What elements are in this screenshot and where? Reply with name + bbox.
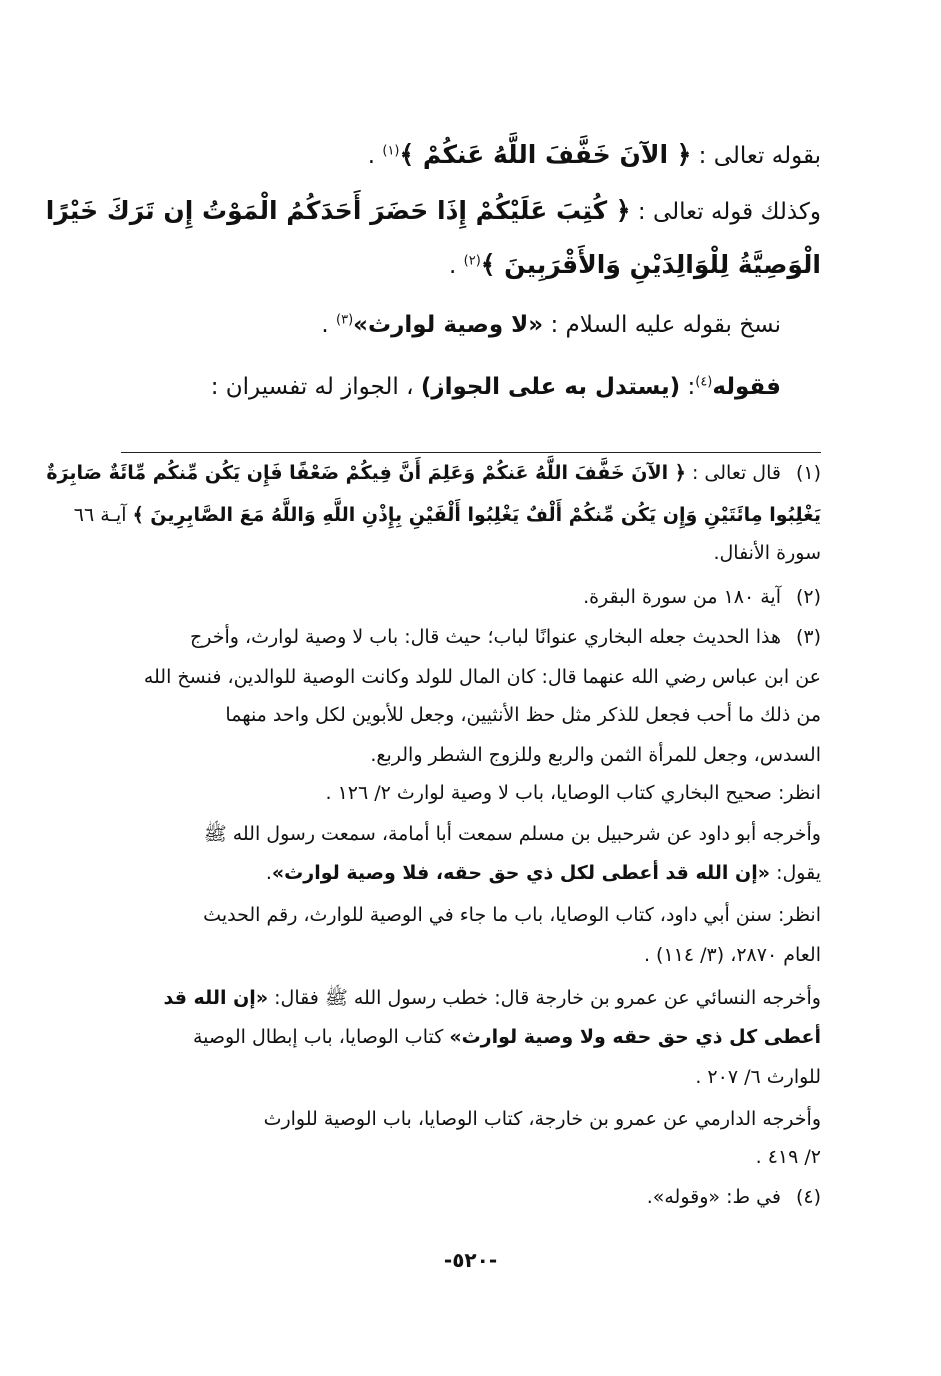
footnote-3-line-6: وأخرجه أبو داود عن شرحبيل بن مسلم سمعت أبا أمامة، سمعت رسول الله ﷺ — [203, 823, 821, 845]
main-line-2: وكذلك قوله تعالى : ﴿ كُتِبَ عَلَيْكُمْ إِذَا حَضَرَ أَحَدَكُمُ الْمَوْتُ إِن تَرَكَ خَيْرًا — [45, 196, 821, 225]
footnote-number-2: (٢) — [795, 586, 821, 608]
main-line-4: نسخ بقوله عليه السلام : «لا وصية لوارث»$^{(٣)}$ . — [321, 312, 781, 338]
footnote-3-line-14: ٢/ ٤١٩ . — [755, 1146, 821, 1168]
footnote-number-1: (١) — [795, 462, 821, 484]
footnote-3-line-12: للوارث ٦/ ٢٠٧ . — [695, 1066, 821, 1088]
quran-verse: ﴿ كُتِبَ عَلَيْكُمْ إِذَا حَضَرَ أَحَدَكُمُ الْمَوْتُ إِن تَرَكَ خَيْرًا — [45, 196, 631, 225]
hadith-text: «لا وصية لوارث» — [353, 312, 544, 338]
hadith-text: «إن الله قد — [163, 987, 269, 1009]
footnote-1-line-2: يَغْلِبُوا مِائَتَيْنِ وَإِن يَكُن مِّنكُمْ أَلْفٌ يَغْلِبُوا أَلْفَيْنِ بِإِذْنِ اللَّهِ وَاللَّهُ مَعَ الصَّابِرِينَ ﴾ آيـة ٦٦ — [73, 504, 821, 526]
main-line-3: الْوَصِيَّةُ لِلْوَالِدَيْنِ وَالأَقْرَبِينَ ﴾$^{(٢)}$ . — [449, 250, 821, 279]
hadith-text: «إن الله قد أعطى لكل ذي حق حقه، فلا وصية لوارث» — [271, 862, 771, 884]
footnote-3-line-8: انظر: سنن أبي داود، كتاب الوصايا، باب ما جاء في الوصية للوارث، رقم الحديث — [203, 904, 821, 926]
footnote-3-line-2: عن ابن عباس رضي الله عنهما قال: كان المال للولد وكانت الوصية للوالدين، فنسخ الله — [143, 666, 821, 688]
footnote-number-3: (٣) — [795, 626, 821, 648]
footnote-ref-3[interactable]: (٣) — [336, 312, 354, 328]
footnote-2-line-1: آية ١٨٠ من سورة البقرة. — [583, 586, 781, 608]
footnote-ref-1[interactable]: (١) — [382, 143, 400, 159]
footnote-3-line-4: السدس، وجعل للمرأة الثمن والربع وللزوج الشطر والربع. — [370, 744, 821, 766]
footnote-ref-4[interactable]: (٤) — [695, 374, 713, 390]
main-line-5: فقوله$^{(٤)}$: (يستدل به على الجواز) ، الجواز له تفسيران : — [210, 374, 781, 400]
footnote-ref-2[interactable]: (٢) — [463, 253, 481, 269]
footnote-3-line-10: وأخرجه النسائي عن عمرو بن خارجة قال: خطب رسول الله ﷺ فقال: «إن الله قد — [163, 987, 821, 1009]
footnote-1-line-3: سورة الأنفال. — [713, 542, 821, 564]
footnote-3-line-1: هذا الحديث جعله البخاري عنوانًا لباب؛ حيث قال: باب لا وصية لوارث، وأخرج — [189, 626, 781, 648]
quran-verse: ﴿ الآنَ خَفَّفَ اللَّهُ عَنكُمْ ﴾ — [399, 140, 692, 169]
footnote-1-line-1: قال تعالى : ﴿ الآنَ خَفَّفَ اللَّهُ عَنكُمْ وَعَلِمَ أَنَّ فِيكُمْ ضَعْفًا فَإِن يَكُن مِّنكُم مِّائَةٌ صَابِرَةٌ — [46, 462, 781, 484]
quran-verse: الْوَصِيَّةُ لِلْوَالِدَيْنِ وَالأَقْرَبِينَ ﴾ — [480, 250, 821, 279]
hadith-text: أعطى كل ذي حق حقه ولا وصية لوارث» — [449, 1026, 821, 1048]
quran-verse: يَغْلِبُوا مِائَتَيْنِ وَإِن يَكُن مِّنكُمْ أَلْفٌ يَغْلِبُوا أَلْفَيْنِ بِإِذْنِ اللَّهِ وَاللَّهُ مَعَ الصَّابِرِينَ ﴾ — [132, 504, 821, 526]
footnote-3-line-13: وأخرجه الدارمي عن عمرو بن خارجة، كتاب الوصايا، باب الوصية للوارث — [263, 1108, 821, 1130]
quran-verse: ﴿ الآنَ خَفَّفَ اللَّهُ عَنكُمْ وَعَلِمَ أَنَّ فِيكُمْ ضَعْفًا فَإِن يَكُن مِّنكُم مِّائَةٌ صَابِرَةٌ — [46, 462, 686, 484]
page-number: -٥٢٠- — [443, 1248, 498, 1272]
footnote-3-line-5: انظر: صحيح البخاري كتاب الوصايا، باب لا وصية لوارث ٢/ ١٢٦ . — [325, 782, 821, 804]
footnote-separator — [121, 452, 821, 453]
footnote-3-line-9: العام ٢٨٧٠، (٣/ ١١٤) . — [643, 944, 821, 966]
footnote-3-line-3: من ذلك ما أحب فجعل للذكر مثل حظ الأنثيين، وجعل للأبوين لكل واحد منهما — [225, 704, 821, 726]
footnote-4-line-1: في ط: «وقوله». — [646, 1186, 781, 1208]
footnote-3-line-11: أعطى كل ذي حق حقه ولا وصية لوارث» كتاب الوصايا، باب إبطال الوصية — [192, 1026, 821, 1048]
footnote-number-4: (٤) — [795, 1186, 821, 1208]
footnote-3-line-7: يقول: «إن الله قد أعطى لكل ذي حق حقه، فلا وصية لوارث». — [265, 862, 821, 884]
main-line-1: بقوله تعالى : ﴿ الآنَ خَفَّفَ اللَّهُ عَنكُمْ ﴾$^{(١)}$ . — [367, 140, 821, 169]
